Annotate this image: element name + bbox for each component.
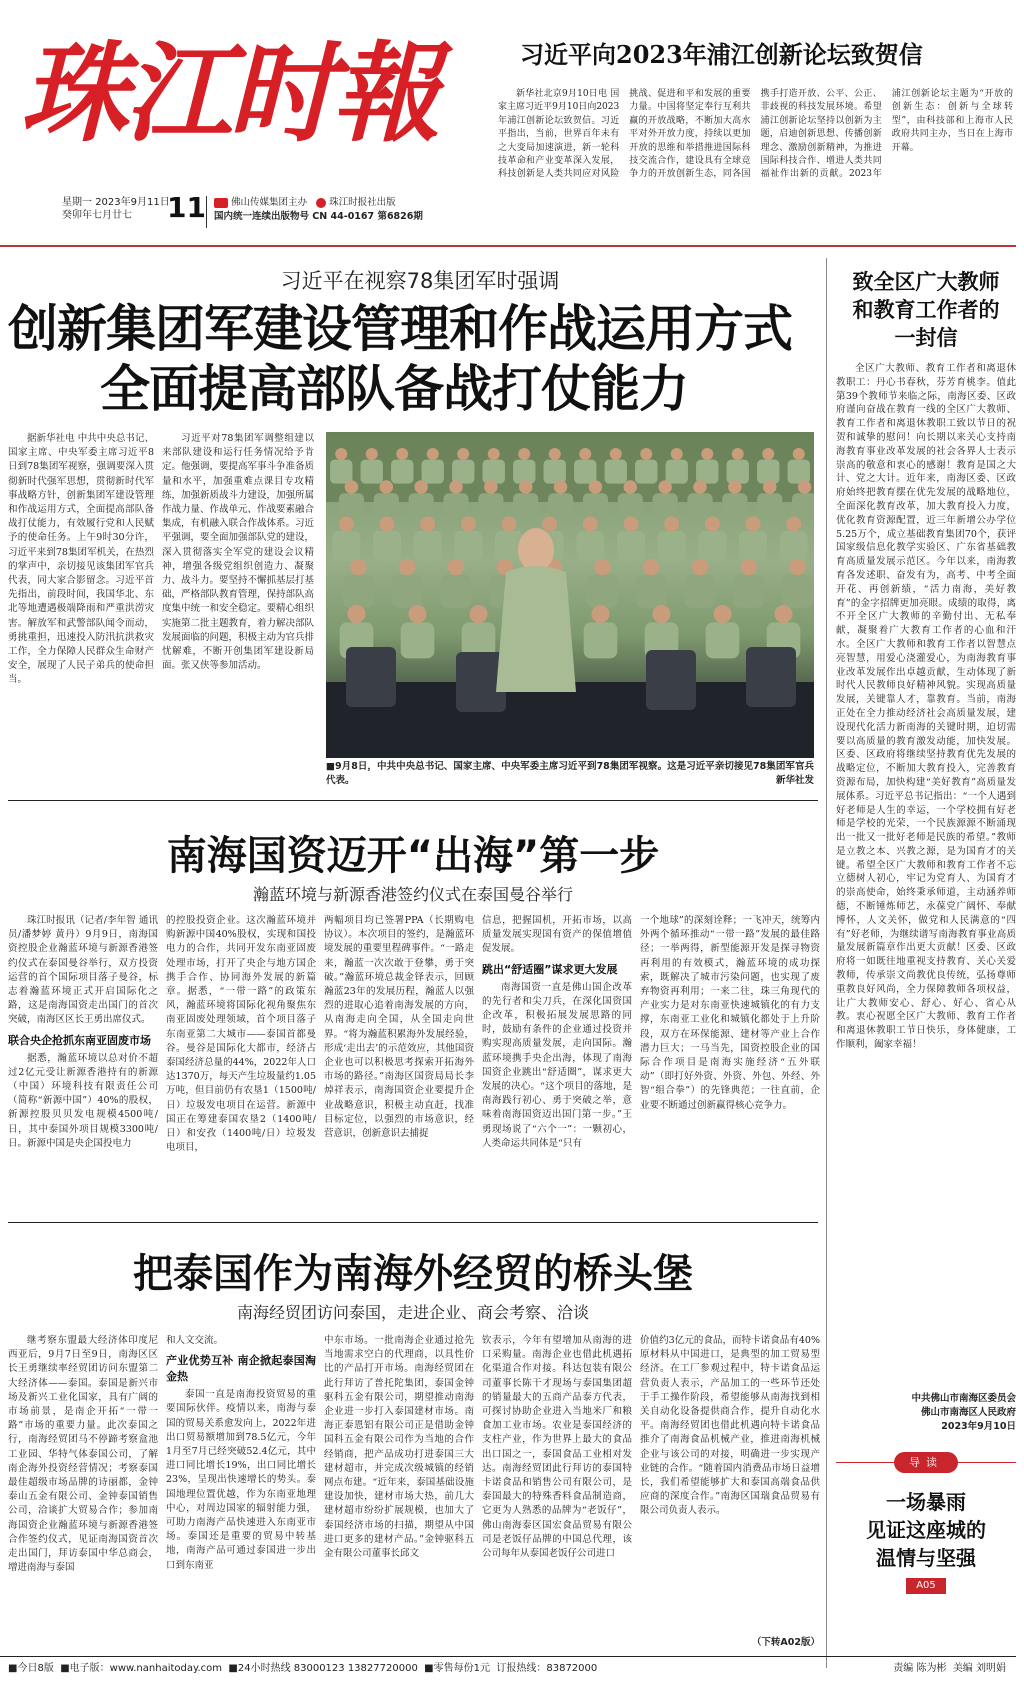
figure-body [698, 531, 726, 561]
main-story-headline-1: 创新集团军建设管理和作战运用方式 [8, 300, 792, 358]
figure-head [775, 605, 793, 623]
sidebar-divider [826, 258, 827, 1668]
figure-body [696, 460, 718, 484]
sidebar-letter-title [836, 268, 1016, 352]
figure-head [518, 448, 530, 460]
figure-body [548, 493, 573, 520]
figure-body [757, 460, 779, 484]
figure-head [519, 480, 533, 494]
masthead-bottom-rule [0, 245, 1016, 247]
thailand-col-3: 中东市场。一批南海企业通过抢先当地需求空白的代理商，以具性价比的产品打开市场。南海经贸团在此行拜访了普托陀集团，泰国金钟驱科五金有限公司，期望推动南海企业进一步打入泰国建材市场。南海正泰恩铝有限公司正是借助金钟国科五金有限公司作为当地的合作经销商，把产品成功打进泰国三大建材超市，并完成次级城镇的经销网点布建。“近年来，泰国基础设施建设加快，建材市场大热，前几大建材超市纷纷扩展规模，也加大了泰国经济市场的扫描，期望从中国进口更多的建材产品。”金钟驱科五金有限公司董事长邱文 [324, 1335, 474, 1560]
figure-head [798, 480, 812, 494]
figure-head [701, 448, 713, 460]
main-story-photo [326, 432, 814, 758]
figure-body [513, 460, 535, 484]
figure-head [589, 480, 603, 494]
figure-head [741, 559, 758, 576]
footer-square-icon: ■ [8, 1663, 18, 1674]
top-story-headline: 习近平向2023年浦江创新论坛致贺信 [520, 40, 923, 69]
figure-body [605, 460, 627, 484]
figure-head [692, 559, 709, 576]
figure-head [366, 448, 378, 460]
edition-count: 今日8版 [17, 1663, 54, 1674]
figure-body [478, 493, 503, 520]
thailand-col-1: 继考察东盟最大经济体印度尼西亚后，9月7日至9日，南海区区长王勇继续率经贸团访问东盟第二大经济体——泰国。泰国是新兴市场及新兴工业化国家，具有广阔的市场前景，是南企开拓“一带一路”市场的重要力量。此次泰国之行，南海经贸团马不停蹄考察盒池工业园、华特气体泰国公司，了解南企海外投资经营情况；考察泰国最佳超级市场品牌的诗丽都，金钟泰山五金有限公司、金钟泰国销售公司，洽谈扩大贸易合作；参加南海国资企业瀚蓝环境与新源香港签合作签约仪式，见证南海国资首次走出国门，拜访泰国中华总商会，增进南海与泰国 [8, 1335, 158, 1574]
figure-body [401, 622, 435, 658]
subscription-hotline: 订报热线：83872000 [496, 1663, 598, 1674]
figure-head [502, 517, 517, 532]
weekday: 星期一 [62, 197, 92, 208]
figure-head [396, 448, 408, 460]
thailand-col-2: 和人文交流。 产业优势互补 南企掀起泰国淘金热 泰国一直是南海投资贸易的重要国际伙伴。疫情以来，南海与泰国的贸易关系愈发向上，2022年进出口贸易额增加到78.5亿元，今年1月至7月已经突破52.4亿元，其中进口同比增长19%，出口同比增长23%，呈现出快速增长的势头。泰国地理位置优越，作为东南亚地理中心，对周边国家的辐射能力强，可助力南海产品快速进入东南亚市场。泰国还是重要的贸易中转基地，南海产品可通过泰国进一步出口到东南亚 [166, 1335, 316, 1571]
figure-head [339, 517, 354, 532]
publisher: 珠江时报社出版 [329, 197, 396, 208]
date: 2023年9月11日 [95, 197, 170, 208]
figure-body [587, 575, 618, 608]
issue-day-number: 11 [167, 191, 206, 224]
figure-head [399, 559, 416, 576]
figure-head [592, 605, 610, 623]
thailand-col-4: 钦表示，今年有望增加从南海的进口采购量。南海企业也借此机遇拓化渠道合作对接。科达包装有限公司董事长陈干才现场与泰国集团超的销量最大的五商产品泰方代表，可探讨协助企业进入当地米厂和粮食加工业市场。农业是泰国经济的支柱产业，作为世界上最大的食品出口国之一，泰国食品工业相对发达。南海经贸团此行拜访的泰国特卡诺食品和销售公司有限公司，是泰国最大的特殊香料食品制造商，它更为人熟悉的品牌为“老饭仔”，佛山南海泰区国宏食品贸易有限公司是老饭仔品牌的中国总代理，该公司每年从泰国老饭仔公司进口 [482, 1335, 632, 1560]
figure-body [454, 531, 482, 561]
cn-code: 国内统一连续出版物号 CN 44-0167 第6826期 [214, 211, 423, 222]
figure-head [461, 517, 476, 532]
figure-body [685, 575, 716, 608]
figure-head [380, 480, 394, 494]
figure-body [653, 493, 678, 520]
figure-body [687, 493, 712, 520]
nanhai-story-rule [8, 1222, 818, 1223]
top-story-body: 新华社北京9月10日电 国家主席习近平9月10日向2023年浦江创新论坛致贺信。习近平指出，当前，世界百年未有之大变局加速演进，新一轮科技革命和产业变革深入发展，科技创新是人类共同应对风险挑战、促进和平和发展的重要力量。中国将坚定奉行互利共赢的开放战略，不断加大高水平对外开放力度，持续以更加开放的思维和举措推进国际科技交流合作，建设具有全球竞争力的开放创新生态，同各国携手打造开放、公平、公正、非歧视的科技发展环境。希望浦江创新论坛坚持以创新为主题，启迪创新思想、传播创新理念、激励创新精神，为推进国际科技合作、增进人类共同福祉作出新的贡献。2023年浦江创新论坛主题为“开放的创新生态：创新与全球转型”，由科技部和上海市人民政府共同主办，当日在上海市开幕。 [498, 89, 1013, 180]
promo-title: 一场暴雨 见证这座城的 温情与坚强 [866, 1490, 986, 1570]
figure-body [391, 460, 413, 484]
figure-body [788, 460, 810, 484]
soldiers-illustration [326, 432, 814, 758]
figure-body [414, 531, 442, 561]
figure-body [332, 531, 360, 561]
nanhai-col-3: 两幅项目均已签署PPA（长期购电协议）。本次项目的签约，是瀚蓝环境发展的重要里程碑事件。“一路走来，瀚蓝一次次敢于登攀，勇于突破。”瀚蓝环境总裁金铎表示，回顾瀚蓝23年的发展历程，瀚蓝人以强烈的进取心追着南海发展的方向，从南海走向全国，从全国走向世界。“将为瀚蓝积累海外发展经验，形成‘走出去’的示范效应，其他国资企业也可以积极思考探索开拓海外市场的路径。”南海区国资局局长李焯祥表示，南海国资企业要提升企业战略意识，积极主动直赶，找准目标定位，以强烈的市场意识，经营意识，创新意识去捕捉 [324, 915, 474, 1140]
figure-head [345, 480, 359, 494]
sidebar-signature [836, 1392, 1016, 1434]
thailand-col-5: 价值约3亿元的食品，而特卡诺食品有40%原材料从中国进口，是典型的加工贸易型经济。在工厂参观过程中，特卡诺食品运营负责人表示，产品加工的一些环节还处于手工操作阶段，希望能够从南海找到相关自动化设备提供商合作，提升自动化水平。南海经贸团也借此机遇向特卡诺食品推介了南海食品机械产业，推进南海机械企业与该公司的对接，明确进一步实现产业链的合作。“随着国内消费品市场日益增长，我们希望能够扩大和泰国高端食品供应商的深度合作。”南海区国瑞食品贸易有限公司负责人表示。 [640, 1335, 820, 1517]
figure-head [714, 605, 732, 623]
figure-head [380, 517, 395, 532]
main-story-col-2: 习近平对78集团军调整组建以来部队建设和运行任务情况给予肯定。他强调，要提高军事斗争准备质量和水平，加强重难点课目专攻精练，加强新质战斗力建设，加强所属作战力量、作战单元、作战要素融合集成，有机融入联合作战体系。习近平强调，要全面加强部队党的建设，深入贯彻落实全军党的建设会议精神，增强各级党组织创造力、凝聚力、战斗力。要坚持不懈抓基层打基础，严格部队教育管理，保持部队高度集中统一和安全稳定。要精心组织实施第二批主题教育，着力解决部队发展面临的问题，积极主动为官兵排忧解难，不断开创集团军建设新局面。张又侠等参加活动。 [162, 433, 314, 672]
figure-body [666, 460, 688, 484]
figure-body [330, 460, 352, 484]
figure-body [618, 493, 643, 520]
figure-head [409, 605, 427, 623]
figure-head [427, 448, 439, 460]
figure-body [422, 460, 444, 484]
photo-credit: 新华社发 [775, 775, 814, 786]
thailand-subhead-1: 产业优势互补 南企掀起泰国淘金热 [166, 1354, 316, 1384]
signature-date: 2023年9月10日 [941, 1421, 1016, 1432]
figure-head [579, 448, 591, 460]
figure-body [722, 493, 747, 520]
sidebar-title-line-3: 一封信 [894, 326, 958, 350]
figure-body [583, 493, 608, 520]
figure-body [339, 493, 364, 520]
figure-head [671, 448, 683, 460]
figure-head [746, 517, 761, 532]
figure-body [392, 575, 423, 608]
newspaper-logo: 珠江时報 [20, 31, 437, 157]
retail-price: 零售每份1元 [433, 1663, 490, 1674]
publisher-info [214, 196, 423, 224]
figure-head [420, 517, 435, 532]
nanhai-subhead-1: 联合央企抢抓东南亚固废市场 [8, 1033, 151, 1047]
figure-body [373, 531, 401, 561]
figure-head [554, 480, 568, 494]
figure-head [653, 605, 671, 623]
figure-head [763, 480, 777, 494]
figure-body [792, 493, 814, 520]
figure-body [782, 575, 813, 608]
sidebar-title-line-2: 和教育工作者的 [852, 298, 1000, 322]
thailand-story-headline: 把泰国作为南海外经贸的桥头堡 [133, 1251, 693, 1297]
figure-head [583, 517, 598, 532]
designer-credit: 美编 刘明娟 [952, 1663, 1006, 1674]
figure-head [640, 448, 652, 460]
figure-body [727, 460, 749, 484]
figure-head [594, 559, 611, 576]
nanhai-story-headline: 南海国资迈开“出海”第一步 [166, 833, 660, 879]
figure-body [636, 575, 667, 608]
publisher-icon [316, 198, 326, 208]
figure-body [733, 575, 764, 608]
figure-head [762, 448, 774, 460]
figure-head [414, 480, 428, 494]
footer-square-icon: ■ [60, 1663, 70, 1674]
figure-body [576, 531, 604, 561]
figure-head [470, 605, 488, 623]
figure-body [441, 575, 472, 608]
sidebar-letter-body: 全区广大教师、教育工作者和离退休教职工：丹心书春秋，芬芳育桃李。值此第39个教师节来临之际，南海区委、区政府谨向奋战在教育一线的全区广大教师、教育工作者和离退休教职工致以节日的祝贺和诚挚的慰问！向长期以来关心支持南海教育事业改革发展的社会各界人士表示崇高的敬意和衷心的感谢！教育是国之大计、党之大计。近年来，南海区委、区政府始终把教育摆在优先发展的战略地位，全面深化教育改革，加大教育投入力度，优化教育资源配置，近三年新增公办学位5.25万个，成立基础教育集团70个，获评国家级信息化教学实验区、广东省基础教育高质量发展示范区。今年以来，南海教育各发述职、奋发有为，高考、中考全面开花、再创新绩，“活力南海，美好教育”的金字招牌更加亮眼。成绩的取得，离不开全区广大教师的辛勤付出、无私奉献，凝聚着广大教育工作者的心血和汗水。全区广大教师和教育工作者以智慧点亮智慧，用爱心浇灌爱心，为南海教育事业改革发展作出卓越贡献，生动体现了新时代人民教师良好精神风貌。实现高质量发展，关键靠人才，靠教育。当前，南海正处在全力推动经济社会高质量发展，建设现代化活力新南海的关键时期，迫切需要以高质量的教育激发动能，加快发展。区委、区政府将继续坚持教育优先发展的战略定位，不断加大教育投入，完善教育资源布局，加快构建“美好教育”高质量发展体系。习近平总书记指出：“一个人遇到好老师是人生的幸运，一个学校拥有好老师是学校的光荣，一个民族源源不断涌现出一批又一批好老师是民族的希望。”教师是立教之本、兴教之源，是为国育才的关键。希望全区广大教师和教育工作者不忘立德树人初心，牢记为党育人、为国育才的崇高使命，始终秉承师道，主动涵养师德，不断锤炼师艺，永葆党广阔怀、奉献博怀，人文关怀，做党和人民满意的“四有”好老师，为继续谱写南海教育事业高质量发展新篇章作出更大贡献！区委、区政府将一如既往地重视支持教育、关心关爱教师，传承崇文尚教优良传统，弘扬尊师重教良好风尚，全力保障教师各项权益，让广大教师安心、舒心、好心、省心从教。衷心祝愿全区广大教师、教育工作者和离退休教职工节日快乐，身体健康，工作顺利，阖家幸福！ [836, 363, 1016, 1051]
figure-head [542, 517, 557, 532]
figure-body [706, 622, 740, 658]
hotline: 24小时热线 83000123 13827720000 [237, 1663, 418, 1674]
nanhai-story-subhead: 瀚蓝环境与新源香港签约仪式在泰国曼谷举行 [252, 885, 573, 904]
nanhai-subhead-2: 跳出“舒适圈”谋求更大发展 [482, 962, 618, 976]
signature-party: 中共佛山市南海区委员会 [911, 1393, 1016, 1404]
sponsor-icon [214, 198, 228, 208]
figure-head [732, 448, 744, 460]
figure-head [457, 448, 469, 460]
main-story-rule [8, 800, 818, 801]
figure-body [483, 460, 505, 484]
figure-head [786, 517, 801, 532]
promo-label: 导读 [894, 1452, 958, 1473]
footer [8, 1660, 1016, 1678]
photo-caption [326, 760, 814, 790]
figure-head [789, 559, 806, 576]
figure-head [664, 517, 679, 532]
promo-page-badge[interactable]: A05 [906, 1578, 946, 1594]
figure-body [374, 493, 399, 520]
sidebar-title-line-1: 致全区广大教师 [852, 270, 1000, 294]
footer-square-icon: ■ [228, 1663, 238, 1674]
editor-credit: 责编 陈为彬 [893, 1663, 947, 1674]
figure-head [624, 517, 639, 532]
sponsor: 佛山传媒集团主办 [231, 197, 308, 208]
masthead [0, 0, 1024, 240]
main-story-kicker: 习近平在视察78集团军时强调 [280, 269, 560, 293]
nanhai-col-4: 信息，把握国机，开拓市场，以高质量发展实现国有资产的保值增值促发展。 跳出“舒适圈”谋求更大发展 南海国资一直是佛山国企改革的先行者和尖刀兵，在深化国资国企改革，积极拓展发展思路的同时，鼓励有条件的企业通过投资并购实现高质量发展，走向国际。瀚蓝环境携手央企出海，体现了南海国资企业跳出“舒适圈”，谋求更大发展的决心。“这个项目的落地，是南海践行初心、勇于突破之举，意味着南海国资迈出国门第一步。”王勇现场说了“六个一”：一颗初心，人类命运共同体是“只有 [482, 915, 632, 1149]
figure-head [610, 448, 622, 460]
figure-body [443, 493, 468, 520]
thailand-story-subhead: 南海经贸团访问泰国，走进企业、商会考察、洽谈 [236, 1303, 589, 1322]
figure-head [793, 448, 805, 460]
promo-box[interactable] [836, 1452, 1016, 1650]
figure-head [705, 517, 720, 532]
figure-body [658, 531, 686, 561]
footer-rule [0, 1656, 1016, 1657]
figure-body [617, 531, 645, 561]
figure-body [361, 460, 383, 484]
figure-body [757, 493, 782, 520]
signature-government: 佛山市南海区人民政府 [920, 1407, 1016, 1418]
figure-head [549, 448, 561, 460]
figure-head [348, 605, 366, 623]
figure-head [658, 480, 672, 494]
figure-body [452, 460, 474, 484]
main-story-headline-2: 全面提高部队备战打仗能力 [100, 360, 688, 418]
figure-body [513, 493, 538, 520]
figure-body [739, 531, 767, 561]
figure-body [409, 493, 434, 520]
figure-body [343, 575, 374, 608]
figure-head [484, 480, 498, 494]
nanhai-col-5: 一个地球”的深刻诠释；一飞冲天，统筹内外两个循环推动“一带一路”发展的最佳路径；一举两得，新型能源开发是探寻物资再利用的有效模式，瀚蓝环境的成功探索，既解决了城市污染问题，也实现了废弃物资再利用；一来二往，珠三角现代的产业实力是对东南亚快速城镇化的有力支撑，东南亚工业化和城镇化都处于上升阶段，双方在环保能源、建材等产业上合作潜力巨大；一马当先，国资控股企业的国际合作项目是南海实施经济“五外联动”（即打好外资、外资、外包、外经、外智“组合拳”）的先锋典范；一往直前，企业要不断通过创新赢得核心竞争力。 [640, 915, 820, 1111]
nanhai-col-2: 的控股投资企业。这次瀚蓝环境并购新源中国40%股权，实现和国投电力的合作，共同开发东南亚固废处理市场，打开了央企与地方国企携手合作、协同海外发展的新篇章。据悉，“一带一路”的政策东风，瀚蓝环境将国际化视角聚焦东南亚固废处理领域，首个项目落子东南亚第二大城市——泰国首都曼谷。曼谷是国际化大都市，经济占泰国经济总量的44%，2022年人口达1370万，每天产生垃圾量约1.05万吨，但目前仍有农垦1（1500吨/日）垃圾发电项目在运营。新源中国正在筹建泰国农垦2（1400吨/日）和安孜（1400吨/日）垃圾发电项目， [166, 915, 316, 1154]
caption-text: ■9月8日，中共中央总书记、国家主席、中央军委主席习近平到78集团军视察。这是习近平亲切接见78集团军官兵代表。 [326, 761, 814, 786]
nanhai-col-1: 珠江时报讯（记者/李年智 通讯员/潘梦婷 黄丹）9月9日，南海国资控股企业瀚蓝环境与新源香港签约仪式在泰国曼谷举行，双方投资运营的首个国际项目落子曼谷，标志着瀚蓝环境正式开启国际化之路，这是南海国资走出国门的首次突破，南海区区长王勇出席仪式。 联合央企抢抓东南亚固废市场 据悉，瀚蓝环境以总对价不超过2亿元受让新源香港持有的新源（中国）环境科技有限责任公司（简称“新源中国”）40%的股权，新源控股贝贝发电规模4500吨/日，其中泰国外项目规模3300吨/日。新源中国是央企国投电力 [8, 915, 158, 1149]
figure-head [693, 480, 707, 494]
jump-line[interactable]: （下转A02版） [751, 1637, 820, 1648]
figure-body [584, 622, 618, 658]
lunar-date: 癸卯年七月廿七 [62, 210, 132, 221]
main-story-col-1: 据新华社电 中共中央总书记、国家主席、中央军委主席习近平8日到78集团军视察，强调要深入贯彻新时代强军思想，贯彻新时代军事战略方针，创新集团军建设管理和作战运用方式，全面提高部队备战打仗能力，有效履行党和人民赋予的使命任务。上午9时30分许，习近平来到78集团军机关，在热烈的掌声中，亲切接见该集团军官兵代表，同大家合影留念。习近平首先指出，前段时间，我国华北、东北等地遭遇极端降雨和严重洪涝灾害。解放军和武警部队闻令而动，勇挑重担，迅速投入防汛抗洪救灾工作，全力保障人民群众生命财产安全，展现了人民子弟兵的使命担当。 [8, 433, 154, 686]
footer-square-icon: ■ [424, 1663, 434, 1674]
figure-head [643, 559, 660, 576]
figure-head [449, 480, 463, 494]
figure-body [574, 460, 596, 484]
figure-head [335, 448, 347, 460]
figure-body [780, 531, 808, 561]
figure-body [635, 460, 657, 484]
figure-head [448, 559, 465, 576]
figure-head [624, 480, 638, 494]
date-block [62, 196, 170, 222]
figure-head [488, 448, 500, 460]
figure-head [350, 559, 367, 576]
epaper-link[interactable]: 电子版：www.nanhaitoday.com [69, 1663, 223, 1674]
figure-head [728, 480, 742, 494]
figure-body [544, 460, 566, 484]
masthead-divider [206, 196, 207, 228]
